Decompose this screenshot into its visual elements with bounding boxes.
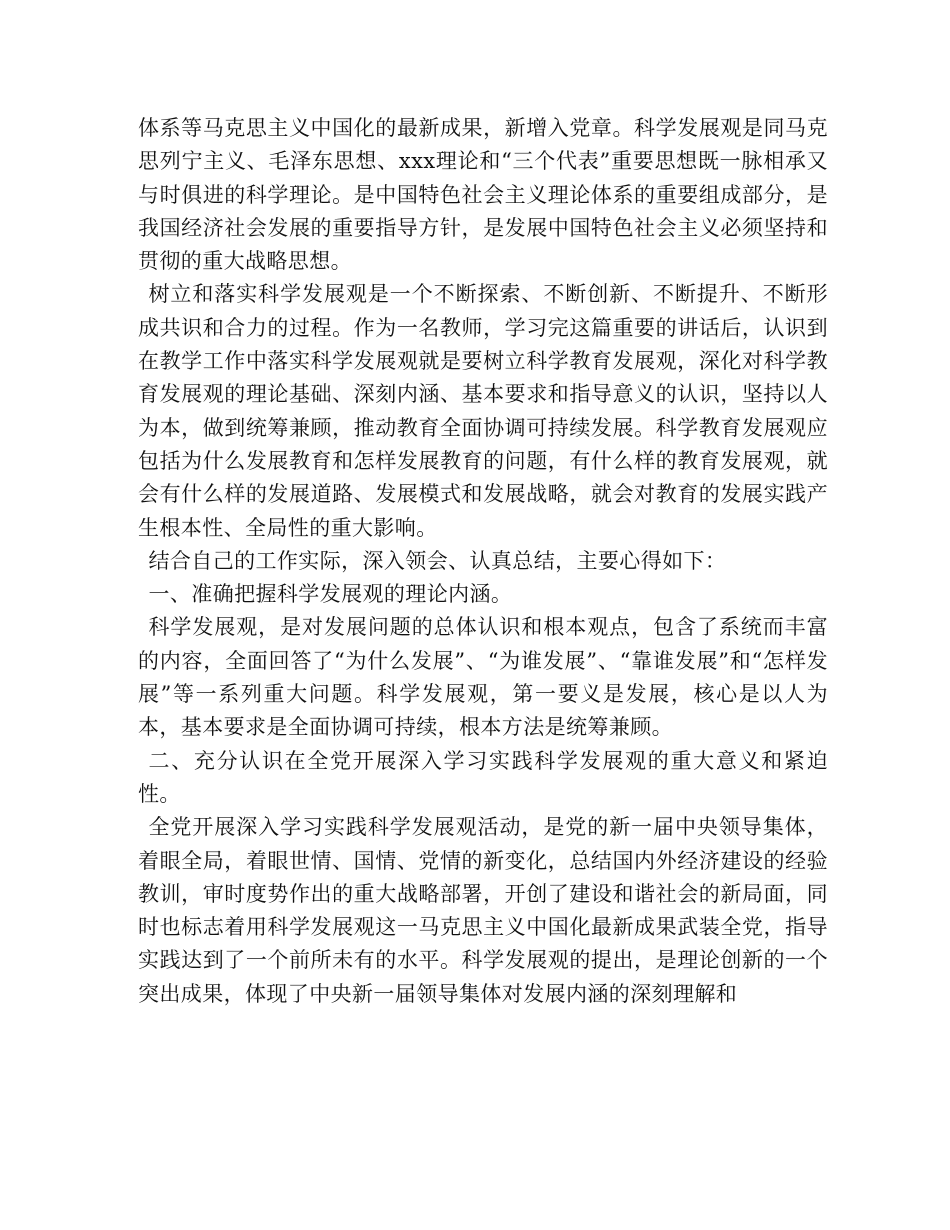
paragraph-significance: 全党开展深入学习实践科学发展观活动，是党的新一届中央领导集体，着眼全局，着眼世情、国情、党情的新变化，总结国内外经济建设的经验教训，审时度势作出的重大战略部署，开创了建设和谐社会的新局面，同时也标志着用科学发展观这一马克思主义中国化最新成果武装全党，指导实践达到了一个前所未有的水平。科学发展观的提出，是理论创新的一个突出成果，体现了中央新一届领导集体对发展内涵的深刻理解和	[138, 815, 828, 1006]
paragraph-summary-intro: 结合自己的工作实际，深入领会、认真总结，主要心得如下：	[148, 548, 727, 573]
paragraph-connotation: 科学发展观，是对发展问题的总体认识和根本观点，包含了系统而丰富的内容，全面回答了“为什么发展”、“为谁发展”、“靠谁发展”和“怎样发展”等一系列重大问题。科学发展观，第一要义是发展，核心是以人为本，基本要求是全面协调可持续，根本方法是统筹兼顾。	[138, 615, 828, 740]
section-heading-1: 一、准确把握科学发展观的理论内涵。	[148, 582, 513, 607]
section-heading-2: 二、充分认识在全党开展深入学习实践科学发展观的重大意义和紧迫性。	[138, 748, 828, 806]
document-body	[138, 112, 828, 1011]
paragraph-practice: 树立和落实科学发展观是一个不断探索、不断创新、不断提升、不断形成共识和合力的过程。作为一名教师，学习完这篇重要的讲话后，认识到在教学工作中落实科学发展观就是要树立科学教育发展观，深化对科学教育发展观的理论基础、深刻内涵、基本要求和指导意义的认识，坚持以人为本，做到统筹兼顾，推动教育全面协调可持续发展。科学教育发展观应包括为什么发展教育和怎样发展教育的问题，有什么样的教育发展观，就会有什么样的发展道路、发展模式和发展战略，就会对教育的发展实践产生根本性、全局性的重大影响。	[138, 282, 828, 540]
paragraph-continuation: 体系等马克思主义中国化的最新成果，新增入党章。科学发展观是同马克思列宁主义、毛泽东思想、xxx理论和“三个代表”重要思想既一脉相承又与时俱进的科学理论。是中国特色社会主义理论体系的重要组成部分，是我国经济社会发展的重要指导方针，是发展中国特色社会主义必须坚持和贯彻的重大战略思想。	[138, 116, 828, 274]
